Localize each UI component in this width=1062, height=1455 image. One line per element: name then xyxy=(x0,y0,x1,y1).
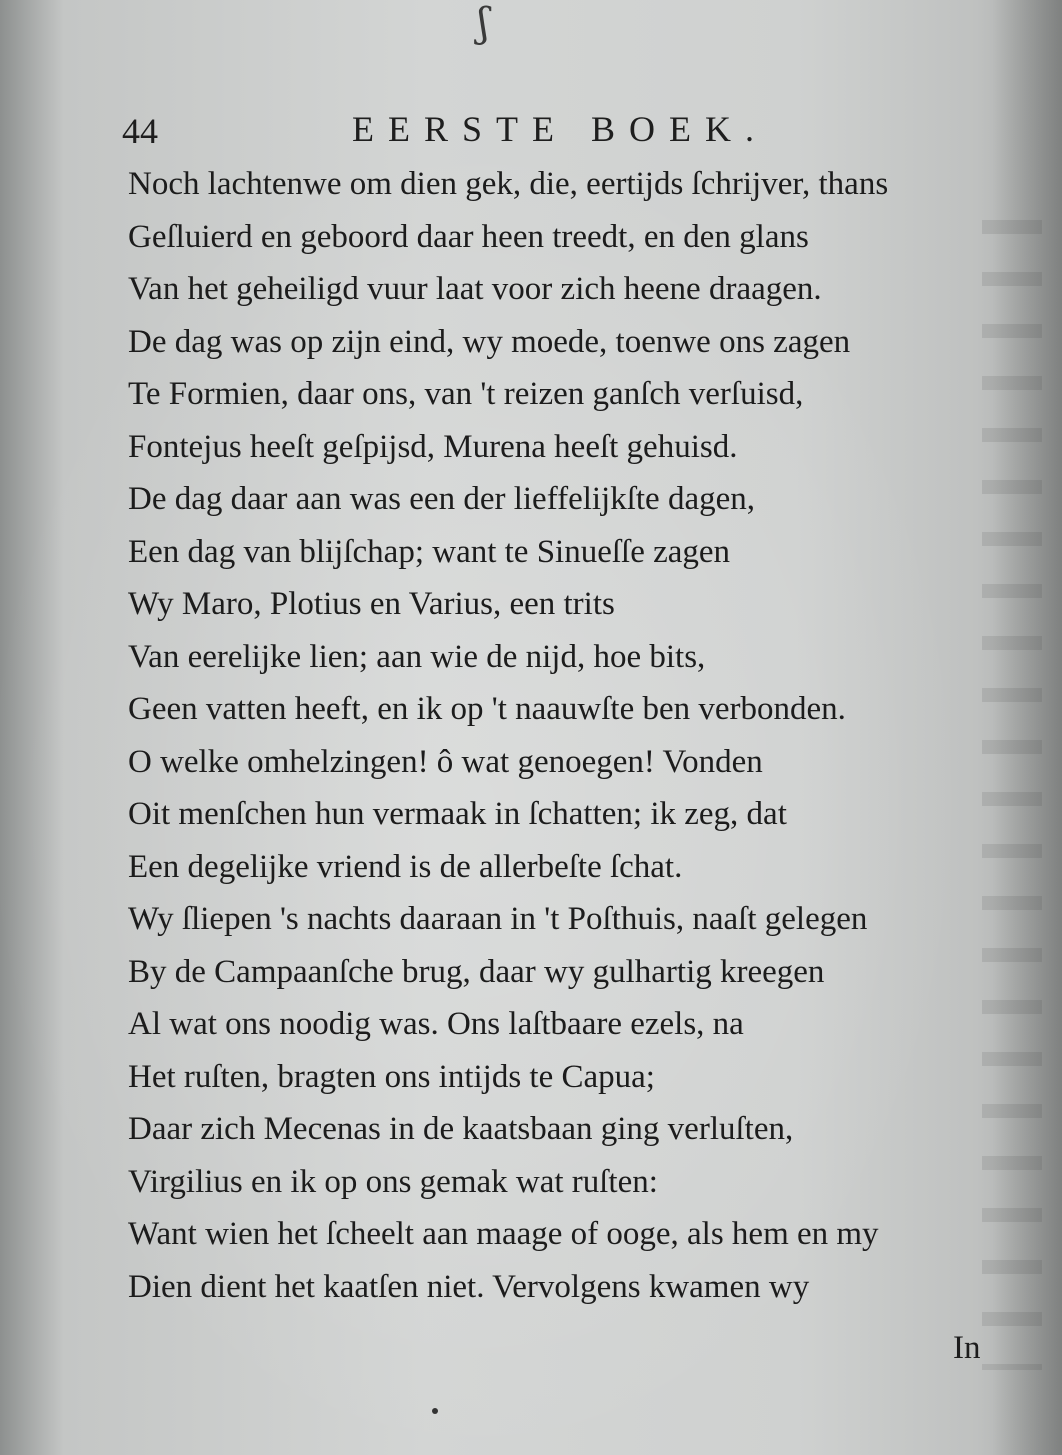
verse-line: Wy ſliepen 's nachts daaraan in 't Poſthuis, naaſt gelegen xyxy=(128,901,868,937)
catchword: In xyxy=(953,1330,981,1366)
verse-line: By de Campaanſche brug, daar wy gulhartig kreegen xyxy=(128,953,825,990)
verse-line: Een dag van blijſchap; want te Sinueſſe zagen xyxy=(128,533,731,570)
running-head: EERSTE BOEK. xyxy=(352,109,768,149)
verse-line: Van eerelijke lien; aan wie de nijd, hoe bits, xyxy=(128,638,706,675)
verse-line: Daar zich Mecenas in de kaatsbaan ging verluſten, xyxy=(128,1111,794,1147)
verse-line: De dag was op zijn eind, wy moede, toenwe ons zagen xyxy=(128,323,851,360)
top-ink-mark: ʃ xyxy=(478,0,489,46)
verse-line: Noch lachtenwe om dien gek, die, eertijds ſchrijver, thans xyxy=(128,166,889,202)
verse-line: Van het geheiligd vuur laat voor zich heene draagen. xyxy=(128,271,822,307)
verse-line: Dien dient het kaatſen niet. Vervolgens kwamen wy xyxy=(128,1268,810,1305)
verse-line: Te Formien, daar ons, van 't reizen ganſch verſuisd, xyxy=(128,376,804,412)
verse-line: Virgilius en ik op ons gemak wat ruſten: xyxy=(128,1163,658,1200)
verse-line: Geen vatten heeft, en ik op 't naauwſte ben verbonden. xyxy=(128,691,846,727)
verse-line: Een degelijke vriend is de allerbeſte ſchat. xyxy=(128,848,683,885)
page-header xyxy=(122,108,902,160)
page-number: 44 xyxy=(122,111,158,151)
verse-line: De dag daar aan was een der lieffelijkſte dagen, xyxy=(128,481,755,517)
verse-line: Oit menſchen hun vermaak in ſchatten; ik zeg, dat xyxy=(128,796,787,832)
verse-line: Want wien het ſcheelt aan maage of ooge, als hem en my xyxy=(128,1216,879,1252)
verse-line: Het ruſten, bragten ons intijds te Capua; xyxy=(128,1058,655,1095)
verse-line: Geſluierd en geboord daar heen treedt, en den glans xyxy=(128,218,809,255)
ink-dot xyxy=(432,1408,438,1414)
verse-line: Fontejus heeſt geſpijsd, Murena heeſt gehuisd. xyxy=(128,428,738,465)
verse-line: Wy Maro, Plotius en Varius, een trits xyxy=(128,586,615,622)
verse-line: O welke omhelzingen! ô wat genoegen! Vonden xyxy=(128,743,763,780)
verse-text xyxy=(128,158,1008,1313)
verse-line: Al wat ons noodig was. Ons laſtbaare ezels, na xyxy=(128,1006,744,1042)
